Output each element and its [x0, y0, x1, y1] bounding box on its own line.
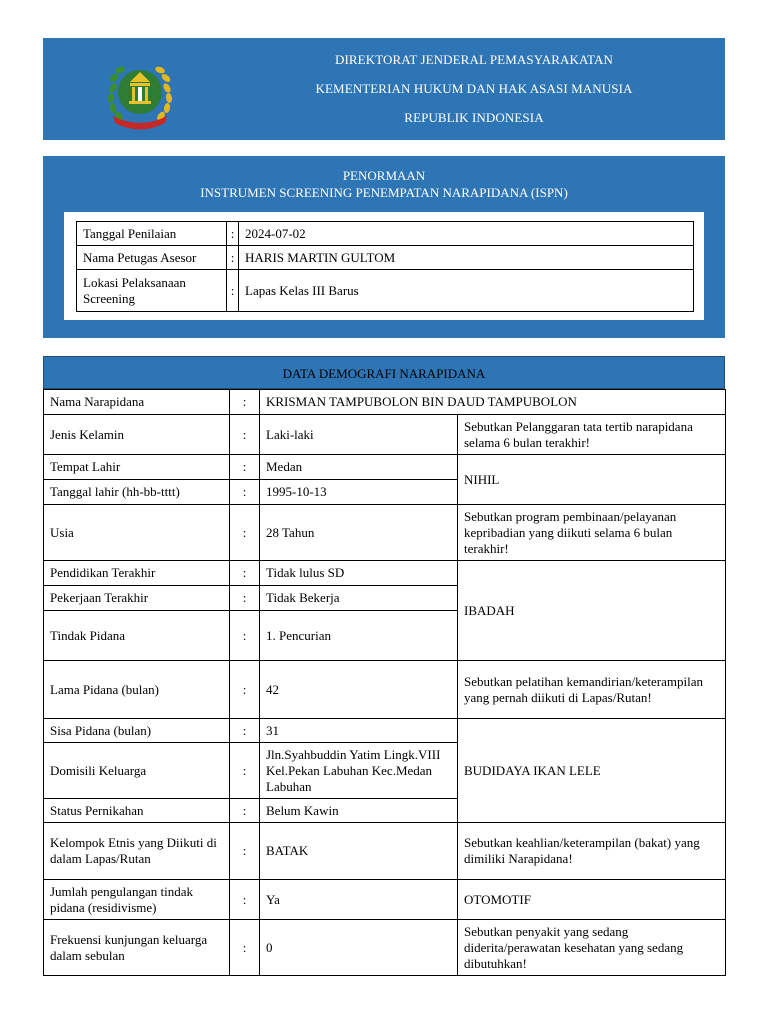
question-health: Sebutkan penyakit yang sedang diderita/perawatan kesehatan yang sedang dibutuhkan!	[458, 920, 726, 976]
demographic-section	[43, 356, 725, 976]
row-colon: :	[230, 719, 260, 743]
row-colon: :	[230, 920, 260, 976]
info-label: Lokasi Pelaksanaan Screening	[77, 270, 227, 312]
row-value: 28 Tahun	[260, 505, 458, 561]
info-value-location: Lapas Kelas III Barus	[239, 270, 694, 312]
info-row-date	[77, 222, 694, 246]
question-training: Sebutkan pelatihan kemandirian/keterampilan yang pernah diikuti di Lapas/Rutan!	[458, 661, 726, 719]
row-label: Lama Pidana (bulan)	[44, 661, 230, 719]
row-colon: :	[230, 505, 260, 561]
row-label: Pekerjaan Terakhir	[44, 586, 230, 611]
document-title	[43, 167, 725, 201]
row-label: Kelompok Etnis yang Diikuti di dalam Lapas/Rutan	[44, 823, 230, 880]
row-label: Tanggal lahir (hh-bb-tttt)	[44, 480, 230, 505]
row-value-name: KRISMAN TAMPUBOLON BIN DAUD TAMPUBOLON	[260, 390, 726, 415]
row-value: Belum Kawin	[260, 799, 458, 823]
answer-personality-program: IBADAH	[458, 561, 726, 661]
row-colon: :	[230, 661, 260, 719]
row-value: 1. Pencurian	[260, 611, 458, 661]
row-value: Ya	[260, 880, 458, 920]
row-colon: :	[230, 480, 260, 505]
row-label: Tindak Pidana	[44, 611, 230, 661]
row-colon: :	[230, 880, 260, 920]
row-label: Sisa Pidana (bulan)	[44, 719, 230, 743]
row-value: 42	[260, 661, 458, 719]
header-line-ministry: KEMENTERIAN HUKUM DAN HAK ASASI MANUSIA	[315, 81, 633, 96]
title-banner	[43, 156, 725, 338]
question-violations: Sebutkan Pelanggaran tata tertib narapidana selama 6 bulan terakhir!	[458, 415, 726, 455]
table-row	[44, 390, 726, 415]
header-banner	[43, 38, 725, 140]
info-colon: :	[227, 270, 239, 312]
assessment-info-table	[76, 221, 694, 312]
table-row	[44, 455, 726, 480]
info-value-assessor: HARIS MARTIN GULTOM	[239, 246, 694, 270]
row-colon: :	[230, 561, 260, 586]
row-value: Laki-laki	[260, 415, 458, 455]
row-value: Tidak lulus SD	[260, 561, 458, 586]
header-line-republic: REPUBLIK INDONESIA	[404, 110, 544, 125]
row-label: Nama Narapidana	[44, 390, 230, 415]
title-line-2: INSTRUMEN SCREENING PENEMPATAN NARAPIDANA (ISPN)	[200, 185, 568, 200]
row-colon: :	[230, 823, 260, 880]
row-label: Usia	[44, 505, 230, 561]
table-row	[44, 719, 726, 743]
title-line-1: PENORMAAN	[342, 168, 426, 183]
pemasyarakatan-emblem-icon	[99, 50, 181, 132]
demographic-table	[43, 389, 726, 976]
row-label: Frekuensi kunjungan keluarga dalam sebulan	[44, 920, 230, 976]
info-label: Tanggal Penilaian	[77, 222, 227, 246]
row-value: 31	[260, 719, 458, 743]
header-text	[243, 52, 705, 139]
row-colon: :	[230, 611, 260, 661]
row-value: Jln.Syahbuddin Yatim Lingk.VIII Kel.Pekan Labuhan Kec.Medan Labuhan	[260, 743, 458, 799]
row-value: Tidak Bekerja	[260, 586, 458, 611]
info-colon: :	[227, 246, 239, 270]
answer-violations: NIHIL	[458, 455, 726, 505]
answer-training: BUDIDAYA IKAN LELE	[458, 719, 726, 823]
question-skills: Sebutkan keahlian/keterampilan (bakat) yang dimiliki Narapidana!	[458, 823, 726, 880]
assessment-info-panel	[64, 212, 704, 320]
header-line-directorate: DIREKTORAT JENDERAL PEMASYARAKATAN	[334, 52, 614, 67]
table-row	[44, 920, 726, 976]
answer-skills: OTOMOTIF	[458, 880, 726, 920]
row-label: Domisili Keluarga	[44, 743, 230, 799]
table-row	[44, 415, 726, 455]
question-personality-program: Sebutkan program pembinaan/pelayanan kepribadian yang diikuti selama 6 bulan terakhir!	[458, 505, 726, 561]
row-colon: :	[230, 390, 260, 415]
row-value: 0	[260, 920, 458, 976]
row-colon: :	[230, 586, 260, 611]
row-value: BATAK	[260, 823, 458, 880]
info-colon: :	[227, 222, 239, 246]
row-colon: :	[230, 455, 260, 480]
row-colon: :	[230, 799, 260, 823]
info-value-date: 2024-07-02	[239, 222, 694, 246]
row-label: Tempat Lahir	[44, 455, 230, 480]
row-colon: :	[230, 743, 260, 799]
row-label: Jumlah pengulangan tindak pidana (residivisme)	[44, 880, 230, 920]
row-label: Status Pernikahan	[44, 799, 230, 823]
row-label: Jenis Kelamin	[44, 415, 230, 455]
table-row	[44, 505, 726, 561]
table-row	[44, 823, 726, 880]
demographic-title: DATA DEMOGRAFI NARAPIDANA	[43, 356, 725, 389]
table-row	[44, 661, 726, 719]
row-colon: :	[230, 415, 260, 455]
info-label: Nama Petugas Asesor	[77, 246, 227, 270]
row-value: Medan	[260, 455, 458, 480]
row-label: Pendidikan Terakhir	[44, 561, 230, 586]
info-row-assessor	[77, 246, 694, 270]
table-row	[44, 880, 726, 920]
row-value: 1995-10-13	[260, 480, 458, 505]
info-row-location	[77, 270, 694, 312]
table-row	[44, 561, 726, 586]
